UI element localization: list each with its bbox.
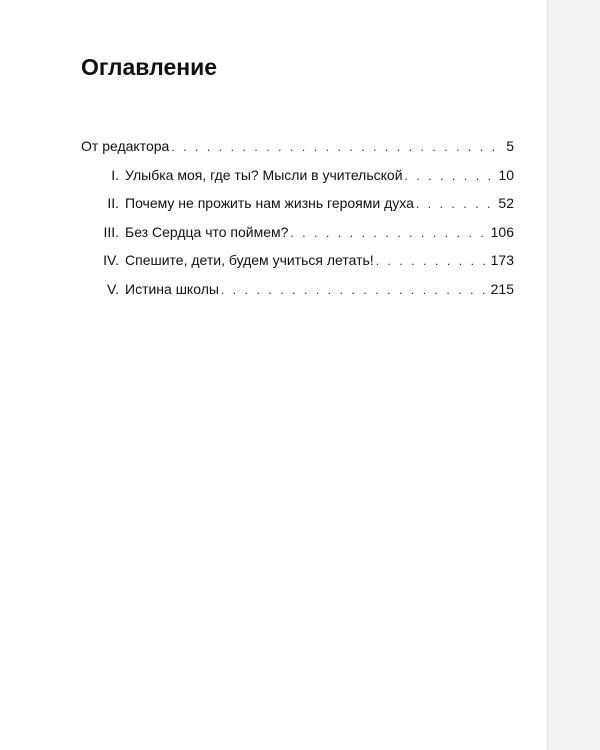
toc-entry-chapter-number: III.: [103, 223, 119, 240]
dot-leader: [221, 276, 489, 305]
toc-entry-editor: [81, 132, 514, 161]
toc-entry-page-number: 215: [490, 280, 514, 297]
scan-margin: [547, 0, 600, 750]
dot-leader: [416, 190, 497, 219]
toc-entry-chapter-number: IV.: [103, 252, 119, 269]
dot-leader: [290, 219, 488, 248]
table-of-contents: [81, 132, 514, 304]
dot-leader: [376, 247, 489, 276]
toc-entry-chapter-4: [81, 246, 514, 275]
toc-entry-chapter-1: [81, 161, 514, 190]
toc-entry-chapter-number: II.: [107, 195, 119, 212]
toc-entry-title: Без Сердца что поймем?: [125, 223, 289, 240]
toc-entry-chapter-number: V.: [107, 280, 119, 297]
toc-entry-title: От редактора: [81, 138, 170, 154]
dot-leader: [171, 133, 504, 162]
toc-entry-page-number: 52: [498, 195, 514, 212]
toc-entry-title: Истина школы: [125, 280, 219, 297]
toc-entry-title: Спешите, дети, будем учиться летать!: [125, 252, 374, 269]
toc-entry-chapter-3: [81, 218, 514, 247]
toc-entry-page-number: 173: [490, 252, 514, 269]
toc-entry-page-number: 106: [490, 223, 514, 240]
toc-entry-chapter-2: [81, 189, 514, 218]
page-title: Оглавление: [81, 54, 218, 80]
toc-entry-title: Почему не прожить нам жизнь героями духа: [125, 195, 414, 212]
dot-leader: [405, 162, 497, 191]
toc-entry-page-number: 10: [498, 166, 514, 183]
toc-entry-title: Улыбка моя, где ты? Мысли в учительской: [125, 166, 403, 183]
toc-entry-page-number: 5: [506, 138, 514, 154]
toc-entry-chapter-5: [81, 275, 514, 304]
toc-entry-chapter-number: I.: [111, 166, 119, 183]
